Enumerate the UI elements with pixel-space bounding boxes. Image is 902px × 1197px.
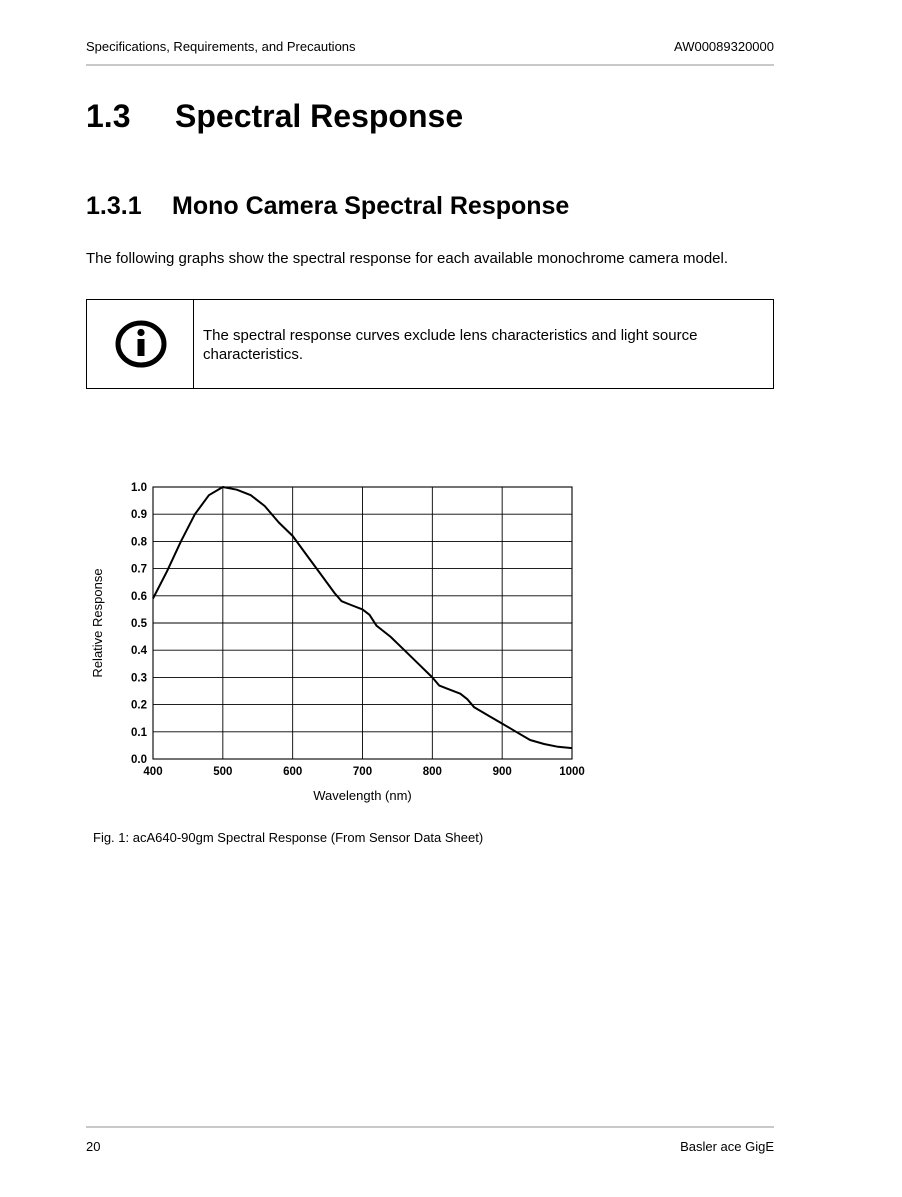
info-icon [115, 320, 167, 368]
footer-rule [86, 1126, 774, 1128]
header-doc-id: AW00089320000 [674, 39, 774, 54]
heading-2-number: 1.3.1 [86, 192, 142, 220]
intro-paragraph: The following graphs show the spectral response for each available monochrome camera model. [86, 250, 729, 267]
heading-2-title: Mono Camera Spectral Response [172, 192, 570, 220]
x-tick-label: 500 [213, 766, 233, 778]
x-tick-label: 600 [283, 766, 303, 778]
y-tick-label: 0.0 [131, 754, 147, 766]
x-tick-label: 400 [143, 766, 163, 778]
x-axis-label: Wavelength (nm) [313, 788, 412, 803]
y-tick-label: 0.2 [131, 699, 147, 712]
y-tick-label: 0.5 [131, 618, 147, 630]
y-tick-label: 0.4 [131, 645, 147, 658]
heading-1-number: 1.3 [86, 98, 131, 134]
note-box [86, 299, 774, 389]
heading-1 [86, 98, 463, 135]
y-tick-label: 0.6 [131, 590, 147, 603]
heading-1-title: Spectral Response [175, 98, 464, 134]
y-axis-label: Relative Response [90, 568, 105, 678]
heading-2 [86, 192, 569, 221]
x-tick-label: 800 [422, 766, 442, 778]
footer-page-number: 20 [86, 1139, 101, 1154]
spectral-response-chart [80, 470, 620, 820]
y-tick-label: 0.8 [131, 536, 147, 549]
x-tick-label: 700 [352, 766, 373, 778]
figure-caption: Fig. 1: acA640-90gm Spectral Response (From Sensor Data Sheet) [93, 830, 484, 845]
y-tick-label: 0.9 [131, 509, 147, 522]
footer-product: Basler ace GigE [680, 1139, 774, 1154]
x-tick-label: 1000 [559, 766, 585, 778]
header-rule [86, 64, 774, 66]
note-text: The spectral response curves exclude lens characteristics and light source characteristics. [203, 327, 698, 363]
y-tick-label: 1.0 [131, 482, 147, 494]
note-icon-cell [87, 300, 194, 388]
header-section-title: Specifications, Requirements, and Precautions [86, 39, 356, 54]
y-tick-label: 0.1 [131, 726, 147, 739]
x-tick-label: 900 [492, 766, 512, 778]
y-tick-label: 0.7 [131, 563, 147, 576]
y-tick-label: 0.3 [131, 672, 147, 685]
